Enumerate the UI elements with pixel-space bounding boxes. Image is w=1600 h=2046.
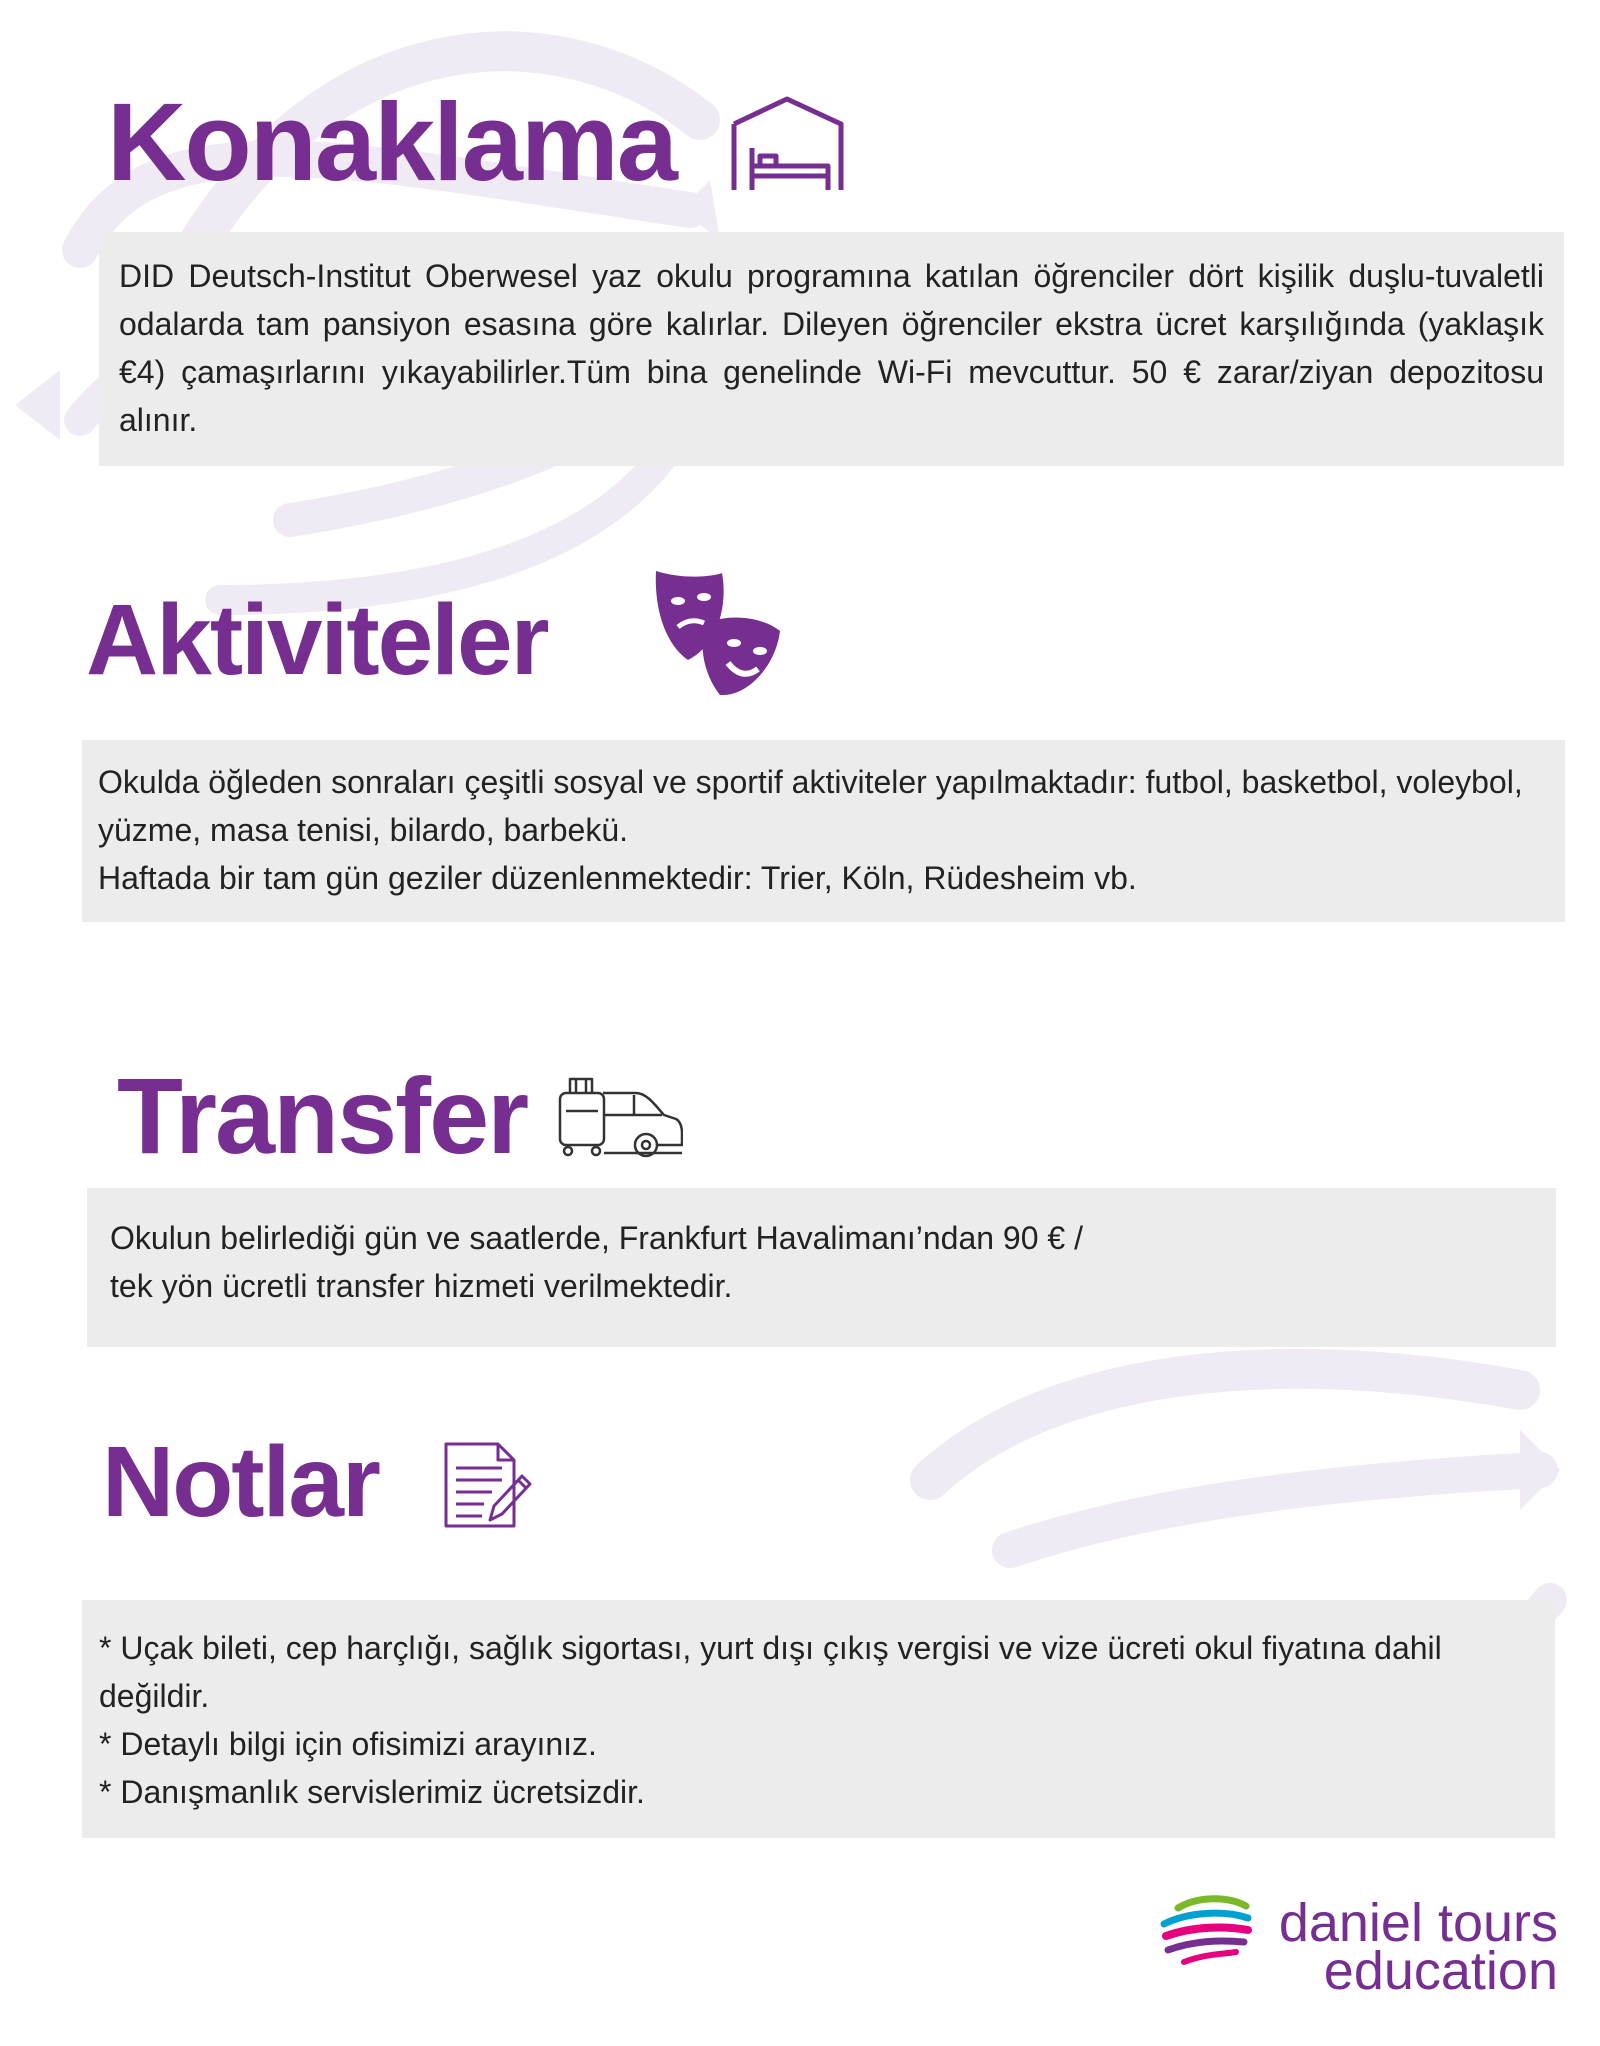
accommodation-info-box (99, 232, 1564, 466)
notes-line-1: * Uçak bileti, cep harçlığı, sağlık sigortası, yurt dışı çıkış vergisi ve vize ücreti okul fiyatına dahil değildir. (99, 1630, 1442, 1714)
notes-line-2: * Detaylı bilgi için ofisimizi arayınız. (99, 1726, 597, 1762)
transfer-text: Okulun belirlediği gün ve saatlerde, Frankfurt Havalimanı’ndan 90 € / tek yön ücretli transfer hizmeti verilmektedir. (110, 1220, 1083, 1304)
section-title-activities: Aktiviteler (86, 584, 548, 696)
accommodation-text: DID Deutsch-Institut Oberwesel yaz okulu programına katılan öğrenciler dört kişilik duşlu-tuvaletli odalarda tam pansiyon esasına göre kalırlar. Dileyen öğrenciler ekstra ücret karşılığında (yaklaşık €4) çamaşırlarını yıkayabilirler.Tüm bina genelinde Wi-Fi mevcuttur. 50 € zarar/ziyan depozitosu alınır. (119, 258, 1544, 438)
activities-line-2: Haftada bir tam gün geziler düzenlenmektedir: Trier, Köln, Rüdesheim vb. (98, 860, 1137, 896)
company-logo (1158, 1888, 1558, 2008)
notes-line-3: * Danışmanlık servislerimiz ücretsizdir. (99, 1774, 645, 1810)
section-title-accommodation: Konaklama (107, 81, 676, 204)
activities-line-1: Okulda öğleden sonraları çeşitli sosyal ve sportif aktiviteler yapılmaktadır: futbol, basketbol, voleybol, yüzme, masa tenisi, bilardo, barbekü. (98, 764, 1523, 848)
theater-masks-icon (648, 565, 783, 705)
document-pencil-icon (442, 1440, 532, 1535)
swirl-logo-icon (1158, 1894, 1253, 1979)
section-title-transfer: Transfer (117, 1055, 528, 1176)
house-bed-icon (730, 96, 845, 199)
section-title-notes: Notlar (102, 1426, 379, 1538)
notes-info-box (82, 1600, 1555, 1838)
logo-line-1: daniel tours (1278, 1893, 1558, 1953)
logo-line-2: education (1323, 1941, 1558, 2001)
car-luggage-icon (558, 1075, 683, 1165)
transfer-info-box (87, 1188, 1556, 1347)
activities-info-box (82, 740, 1565, 922)
